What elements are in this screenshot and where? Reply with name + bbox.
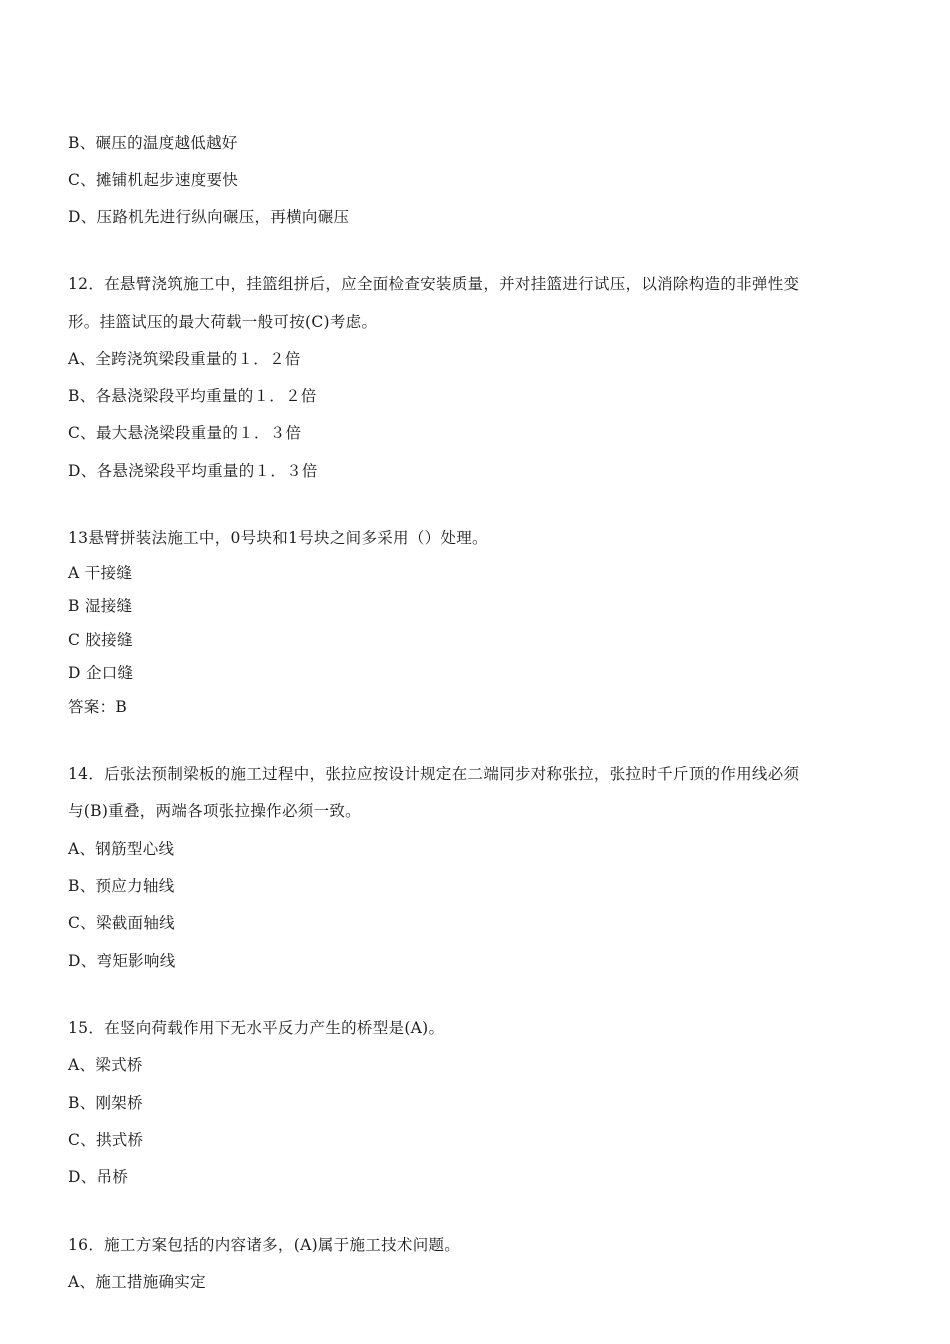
q15-stem: 15．在竖向荷载作用下无水平反力产生的桥型是(A)。 [68, 1019, 445, 1037]
q15-option-a: A、梁式桥 [68, 1056, 143, 1074]
q16-option-a: A、施工措施确实定 [68, 1273, 206, 1291]
q13-option-d: D 企口缝 [68, 664, 134, 682]
q14-option-c: C、梁截面轴线 [68, 914, 175, 932]
q12-option-c: C、最大悬浇梁段重量的１．３倍 [68, 424, 302, 442]
q13-option-b: B 湿接缝 [68, 597, 133, 615]
q13-option-a: A 干接缝 [68, 564, 133, 582]
q15-option-b: B、刚架桥 [68, 1094, 143, 1112]
q15-option-c: C、拱式桥 [68, 1131, 144, 1149]
q12-stem-line1: 12．在悬臂浇筑施工中，挂篮组拼后，应全面检查安装质量，并对挂篮进行试压，以消除构造的非弹性变 [68, 275, 800, 293]
q13-option-c: C 胶接缝 [68, 631, 133, 649]
q14-option-a: A、钢筋型心线 [68, 840, 175, 858]
q12-stem-line2: 形。挂篮试压的最大荷载一般可按(C)考虑。 [68, 313, 378, 331]
q12-option-b: B、各悬浇梁段平均重量的１．２倍 [68, 387, 317, 405]
q14-option-b: B、预应力轴线 [68, 877, 175, 895]
q12-option-a: A、全跨浇筑梁段重量的１．２倍 [68, 350, 301, 368]
q13-answer: 答案：B [68, 698, 128, 716]
q15-option-d: D、吊桥 [68, 1168, 129, 1186]
q14-stem-line1: 14．后张法预制梁板的施工过程中，张拉应按设计规定在二端同步对称张拉，张拉时千斤顶的作用线必须 [68, 765, 800, 783]
q14-stem-line2: 与(B)重叠，两端各项张拉操作必须一致。 [68, 802, 361, 820]
q16-stem: 16．施工方案包括的内容诸多，(A)属于施工技术问题。 [68, 1236, 461, 1254]
q12-option-d: D、各悬浇梁段平均重量的１．３倍 [68, 462, 318, 480]
q14-option-d: D、弯矩影响线 [68, 952, 176, 970]
q13-stem: 13悬臂拼装法施工中，0号块和1号块之间多采用（）处理。 [68, 529, 488, 547]
q11-option-d: D、压路机先进行纵向碾压，再横向碾压 [68, 208, 350, 226]
q11-option-c: C、摊铺机起步速度要快 [68, 171, 239, 189]
q11-option-b: B、碾压的温度越低越好 [68, 134, 238, 152]
